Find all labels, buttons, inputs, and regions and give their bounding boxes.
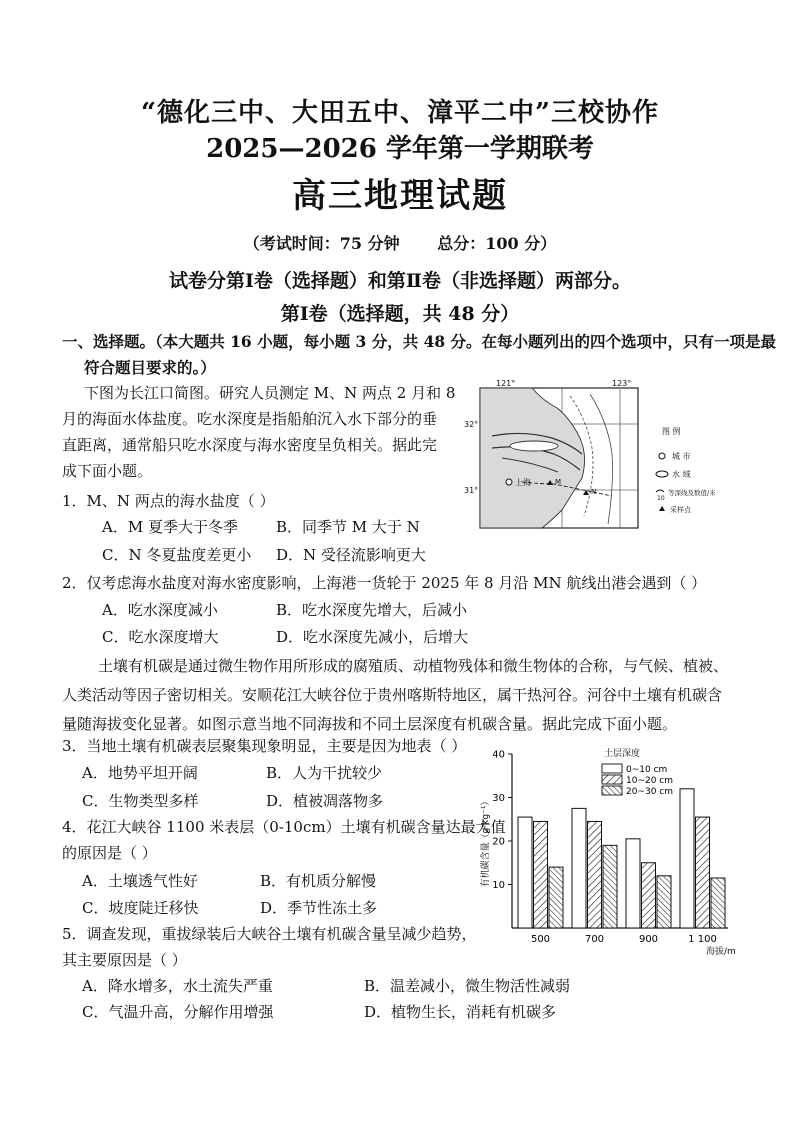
question-4-stem-cont: 的原因是（ ） bbox=[62, 844, 157, 862]
chart-x-tick-label: 900 bbox=[638, 934, 659, 945]
legend-city-label: 城 市 bbox=[672, 452, 691, 461]
exam-meta bbox=[0, 231, 800, 254]
chart-bar-500-series-2 bbox=[534, 821, 548, 928]
question-3-stem: 3．当地土壤有机碳表层聚集现象明显，主要是因为地表（ ） bbox=[62, 737, 467, 755]
legend-isobath-value: 10 bbox=[657, 495, 665, 502]
map-city-shanghai bbox=[506, 479, 512, 485]
passage-2 bbox=[62, 652, 752, 739]
q4-option-b[interactable]: B．有机质分解慢 bbox=[260, 872, 377, 890]
legend-city-icon bbox=[659, 453, 665, 459]
exam-header-term: 2025—2026 学年第一学期联考 bbox=[206, 134, 594, 164]
map-label-shanghai: 上海 bbox=[515, 478, 531, 487]
paper-structure-note: 试卷分第Ⅰ卷（选择题）和第Ⅱ卷（非选择题）两部分。 bbox=[169, 270, 631, 292]
q3-option-d[interactable]: D．植被凋落物多 bbox=[266, 792, 384, 810]
chart-legend-swatch bbox=[602, 775, 622, 784]
passage-line: 人类活动等因子密切相关。安顺花江大峡谷位于贵州喀斯特地区，属干热河谷。河谷中土壤有机碳含 bbox=[62, 686, 723, 704]
map-island bbox=[510, 441, 558, 451]
chart-bar-700-series-1 bbox=[572, 808, 586, 928]
chart-bar-900-series-1 bbox=[626, 839, 640, 928]
chart-legend-label: 10~20 cm bbox=[626, 776, 674, 786]
q4-option-d[interactable]: D．季节性冻土多 bbox=[260, 899, 378, 917]
map-label-n: N bbox=[591, 488, 597, 496]
map-label-m: M bbox=[555, 478, 562, 486]
exam-title: 高三地理试题 bbox=[292, 176, 508, 216]
q3-option-a[interactable]: A．地势平坦开阔 bbox=[82, 764, 198, 782]
question-5-stem-cont: 其主要原因是（ ） bbox=[62, 951, 187, 969]
q5-option-b[interactable]: B．温差减小，微生物活性减弱 bbox=[364, 977, 571, 995]
passage-line: 土壤有机碳是通过微生物作用所形成的腐殖质、动植物残体和微生物体的合称，与气候、植被、 bbox=[98, 657, 729, 675]
map-lon-label: 121° bbox=[496, 379, 516, 388]
q1-option-a[interactable]: A．M 夏季大于冬季 bbox=[102, 518, 238, 536]
chart-bar-1100-series-1 bbox=[680, 789, 694, 928]
section-instruction: 一、选择题。（本大题共 16 小题，每小题 3 分，共 48 分。在每小题列出的四个选项中，只有一项是最 bbox=[62, 332, 777, 351]
exam-header-schools: “德化三中、大田五中、漳平二中”三校协作 bbox=[141, 98, 659, 128]
map-lon-label: 123° bbox=[612, 379, 632, 388]
exam-total-score: 总分：100 分） bbox=[437, 234, 557, 253]
chart-x-tick-label: 700 bbox=[584, 934, 605, 945]
legend-isobath-label: 等深线及数值/米 bbox=[668, 489, 716, 497]
chart-legend-title: 土层深度 bbox=[604, 749, 641, 759]
q2-option-c[interactable]: C．吃水深度增大 bbox=[102, 628, 219, 646]
q4-option-c[interactable]: C．坡度陡迁移快 bbox=[82, 899, 199, 917]
chart-legend-label: 0~10 cm bbox=[626, 765, 668, 775]
chart-bar-900-series-2 bbox=[642, 863, 656, 928]
passage-line: 下图为长江口简图。研究人员测定 M、N 两点 2 月和 8 bbox=[84, 384, 456, 402]
legend-sample-icon bbox=[659, 506, 665, 511]
chart-legend-swatch bbox=[602, 764, 622, 773]
passage-line: 成下面小题。 bbox=[62, 462, 153, 480]
chart-bar-900-series-3 bbox=[657, 876, 671, 928]
q2-option-b[interactable]: B．吃水深度先增大，后减小 bbox=[276, 601, 468, 619]
chart-x-tick-label: 1 100 bbox=[688, 934, 717, 945]
yangtze-estuary-map bbox=[462, 378, 740, 538]
chart-x-label: 海拔/m bbox=[706, 947, 736, 957]
exam-time: （考试时间：75 分钟 bbox=[243, 234, 400, 253]
chart-bar-1100-series-2 bbox=[696, 817, 710, 928]
chart-y-tick-label: 20 bbox=[492, 836, 505, 848]
question-2-stem: 2．仅考虑海水盐度对海水密度影响，上海港一货轮于 2025 年 8 月沿 MN 航线出港会遇到（ ） bbox=[62, 574, 707, 592]
passage-line: 月的海面水体盐度。吃水深度是指船舶沉入水下部分的垂 bbox=[62, 410, 438, 428]
chart-y-label: 有机碳含量（g·kg⁻¹） bbox=[481, 796, 491, 888]
chart-bar-1100-series-3 bbox=[711, 878, 725, 928]
q3-option-b[interactable]: B．人为干扰较少 bbox=[266, 764, 383, 782]
question-1-stem: 1．M、N 两点的海水盐度（ ） bbox=[62, 492, 275, 510]
map-lat-label: 32° bbox=[464, 420, 479, 429]
chart-y-tick-label: 30 bbox=[492, 793, 505, 804]
chart-x-tick-label: 500 bbox=[530, 934, 551, 945]
q5-option-d[interactable]: D．植物生长，消耗有机碳多 bbox=[364, 1003, 557, 1021]
chart-bar-700-series-2 bbox=[588, 821, 602, 928]
chart-y-tick-label: 10 bbox=[492, 880, 505, 891]
passage-line: 量随海拔变化显著。如图示意当地不同海拔和不同土层深度有机碳含量。据此完成下面小题。 bbox=[62, 715, 678, 733]
q2-option-a[interactable]: A．吃水深度减小 bbox=[102, 601, 218, 619]
question-5-stem: 5．调查发现，重拔绿装后大峡谷土壤有机碳含量呈减少趋势， bbox=[62, 925, 477, 943]
map-lat-label: 31° bbox=[464, 486, 479, 495]
map-legend-title: 图 例 bbox=[662, 427, 681, 436]
chart-legend-swatch bbox=[602, 786, 622, 795]
q1-option-d[interactable]: D．N 受径流影响更大 bbox=[276, 546, 426, 564]
legend-isobath-icon bbox=[656, 490, 664, 492]
chart-bar-700-series-3 bbox=[603, 845, 617, 928]
legend-water-label: 水 域 bbox=[672, 470, 691, 479]
q4-option-a[interactable]: A．土壤透气性好 bbox=[82, 872, 198, 890]
legend-sample-label: 采样点 bbox=[670, 506, 691, 514]
q1-option-c[interactable]: C．N 冬夏盐度差更小 bbox=[102, 546, 252, 564]
organic-carbon-bar-chart bbox=[478, 742, 740, 962]
chart-bar-500-series-3 bbox=[549, 867, 563, 928]
q5-option-c[interactable]: C．气温升高，分解作用增强 bbox=[82, 1003, 274, 1021]
part-one-heading: 第Ⅰ卷（选择题，共 48 分） bbox=[280, 303, 520, 325]
chart-bar-500-series-1 bbox=[518, 817, 532, 928]
section-instruction-cont: 符合题目要求的。） bbox=[84, 358, 216, 377]
passage-1 bbox=[62, 380, 457, 484]
q5-option-a[interactable]: A．降水增多，水土流失严重 bbox=[82, 977, 273, 995]
chart-y-tick-label: 40 bbox=[492, 749, 505, 761]
q2-option-d[interactable]: D．吃水深度先减小，后增大 bbox=[276, 628, 469, 646]
legend-water-icon bbox=[656, 471, 668, 477]
q3-option-c[interactable]: C．生物类型多样 bbox=[82, 792, 199, 810]
question-4-stem: 4．花江大峡谷 1100 米表层（0-10cm）土壤有机碳含量达最大值 bbox=[62, 818, 506, 836]
chart-legend-label: 20~30 cm bbox=[626, 787, 674, 797]
q1-option-b[interactable]: B．同季节 M 大于 N bbox=[276, 518, 420, 536]
passage-line: 直距离，通常船只吃水深度与海水密度呈负相关。据此完 bbox=[62, 436, 438, 454]
